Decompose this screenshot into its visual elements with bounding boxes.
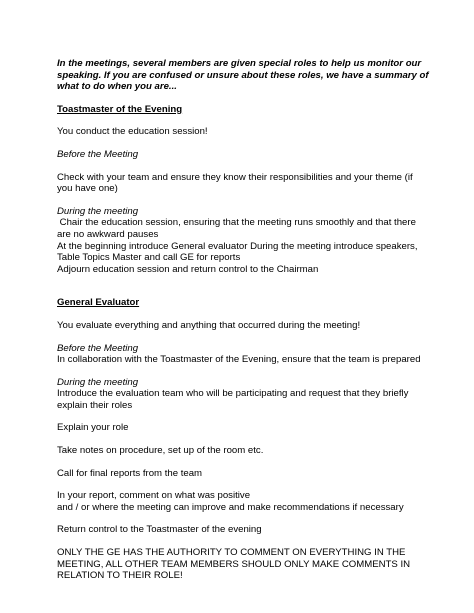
- toastmaster-during-line: Chair the education session, ensuring that the meeting runs smoothly and that there are no awkward pauses: [57, 217, 419, 240]
- toastmaster-summary: You conduct the education session!: [57, 126, 208, 138]
- document-page: [57, 58, 429, 582]
- evaluator-report-line: and / or where the meeting can improve and make recommendations if necessary: [57, 501, 404, 513]
- evaluator-step: Call for final reports from the team: [57, 467, 203, 479]
- evaluator-before-label: Before the Meeting: [57, 342, 139, 354]
- evaluator-return-text: Return control to the Toastmaster of the evening: [57, 524, 262, 536]
- toastmaster-during-line: Adjourn education session and return control to the Chairman: [57, 263, 319, 275]
- toastmaster-during-line: At the beginning introduce General evaluator During the meeting introduce speakers, Table Topics Master and call GE for reports: [57, 240, 418, 264]
- evaluator-during-text: Introduce the evaluation team who will be participating and request that they briefly explain their roles: [57, 388, 409, 411]
- intro-paragraph: In the meetings, several members are given special roles to help us monitor our speaking. If you are confused or unsure about these roles, we have a summary of what to do when you are...: [57, 58, 429, 93]
- toastmaster-during-label: During the meeting: [57, 205, 139, 217]
- section-heading-general-evaluator: General Evaluator: [57, 297, 140, 309]
- evaluator-authority-note: ONLY THE GE HAS THE AUTHORITY TO COMMENT ON EVERYTHING IN THE MEETING, ALL OTHER TEAM MEMBERS SHOULD ONLY MAKE COMMENTS IN RELATION TO THEIR ROLE!: [57, 547, 411, 582]
- evaluator-step: Take notes on procedure, set up of the room etc.: [57, 445, 264, 457]
- evaluator-report-line: In your report, comment on what was positive: [57, 490, 251, 502]
- section-general-evaluator: [57, 297, 429, 582]
- toastmaster-before-text: Check with your team and ensure they know their responsibilities and your theme (if you have one): [57, 171, 413, 195]
- section-heading-toastmaster: Toastmaster of the Evening: [57, 103, 183, 115]
- evaluator-before-text: In collaboration with the Toastmaster of the Evening, ensure that the team is prepared: [57, 354, 421, 366]
- section-toastmaster: [57, 104, 429, 276]
- toastmaster-before-label: Before the Meeting: [57, 148, 139, 160]
- evaluator-step: Explain your role: [57, 422, 129, 434]
- evaluator-during-label: During the meeting: [57, 376, 139, 388]
- evaluator-summary: You evaluate everything and anything that occurred during the meeting!: [57, 319, 361, 331]
